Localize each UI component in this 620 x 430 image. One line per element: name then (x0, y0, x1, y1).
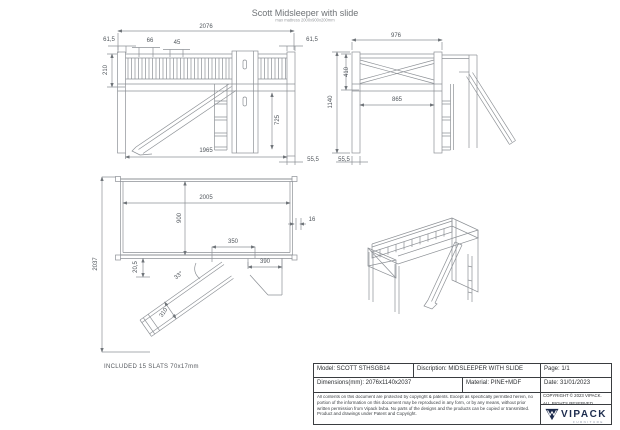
material-cell: Material: PINE+MDF (463, 378, 541, 393)
dim-front-leg-span: 1965 (199, 148, 213, 154)
vipack-logo-icon (545, 408, 559, 421)
disclaimer-text: All contents on this document are protected by copyright & patents. Except as specifically permitted herein, no portion of the information on this document may be reproduced in any form, or by any means, without prior written permission from Vipack bvba. No parts of the designs and the products can be copied or transmitted. Product and drawings under Patent and Copyright. (317, 395, 533, 417)
dim-side-leg-width: 55,5 (338, 157, 350, 163)
side-slide (442, 55, 516, 148)
dim-front-leg-width: 55,5 (307, 157, 319, 163)
dim-side-rail-height: 410 (344, 66, 350, 78)
page-title: Scott Midsleeper with slide (251, 8, 359, 18)
copyright-line2: ALL RIGHTS RESERVED (543, 401, 593, 406)
iso-slats (380, 229, 444, 258)
page-cell: Page: 1/1 (541, 364, 611, 378)
side-x-brace (360, 60, 434, 84)
dim-side-total-depth: 976 (390, 33, 402, 39)
side-ladder (442, 84, 454, 150)
isometric-view (368, 218, 478, 314)
date-cell: Date: 31/01/2023 (541, 378, 611, 393)
dim-plan-inner-length: 2005 (199, 195, 213, 201)
dim-front-offset-right: 61,5 (306, 37, 318, 43)
dim-plan-inner-width: 900 (177, 212, 183, 224)
side-dim-lines (332, 40, 442, 165)
side-view (332, 40, 516, 165)
plan-slide (140, 259, 282, 337)
dim-plan-total-length: 2037 (93, 257, 99, 271)
model-cell: Model: SCOTT STHSGB14 (314, 364, 414, 378)
iso-x-panel (368, 248, 396, 278)
dim-plan-edge-offset: 20,5 (133, 261, 139, 273)
front-dim-lines (107, 31, 303, 165)
page-subtitle: max mattress 2000x900x200mm (275, 18, 335, 24)
dim-plan-slide-inset: 350 (227, 239, 239, 245)
description-cell: Discription: MIDSLEEPER WITH SLIDE (414, 364, 541, 378)
dim-plan-board-thickness: 16 (308, 217, 316, 223)
dimensions-cell: Dimensions(mm): 2076x1140x2037 (314, 378, 463, 393)
iso-slide (424, 218, 478, 309)
disclaimer-cell (314, 393, 541, 424)
brand-subtext: FURNITURE (573, 421, 604, 424)
slats-note: INCLUDED 15 SLATS 70x17mm (104, 364, 199, 370)
dim-front-rail-height: 210 (103, 64, 109, 76)
dim-front-offset-left: 61,5 (103, 37, 115, 43)
dim-plan-slide-angle: 33° (173, 270, 185, 282)
front-slide (132, 84, 236, 155)
dim-plan-slide-width: 310 (158, 307, 170, 319)
brand-text: VIPACK (560, 408, 608, 420)
dim-front-slat-pitch: 66 (146, 38, 154, 44)
copyright-cell (541, 393, 611, 424)
front-view (107, 31, 303, 165)
dim-front-total-width: 2076 (199, 24, 213, 30)
copyright-line1: COPYRIGHT © 2023 VIPACK. (543, 394, 602, 399)
dim-side-total-height: 1140 (328, 95, 334, 109)
title-block (313, 363, 612, 425)
dim-front-clearance: 725 (275, 114, 281, 126)
dim-front-slat-gap: 45 (173, 40, 181, 46)
dim-side-inner-depth: 865 (391, 97, 403, 103)
dim-plan-platform-width: 390 (259, 259, 271, 265)
front-slats (128, 58, 229, 79)
